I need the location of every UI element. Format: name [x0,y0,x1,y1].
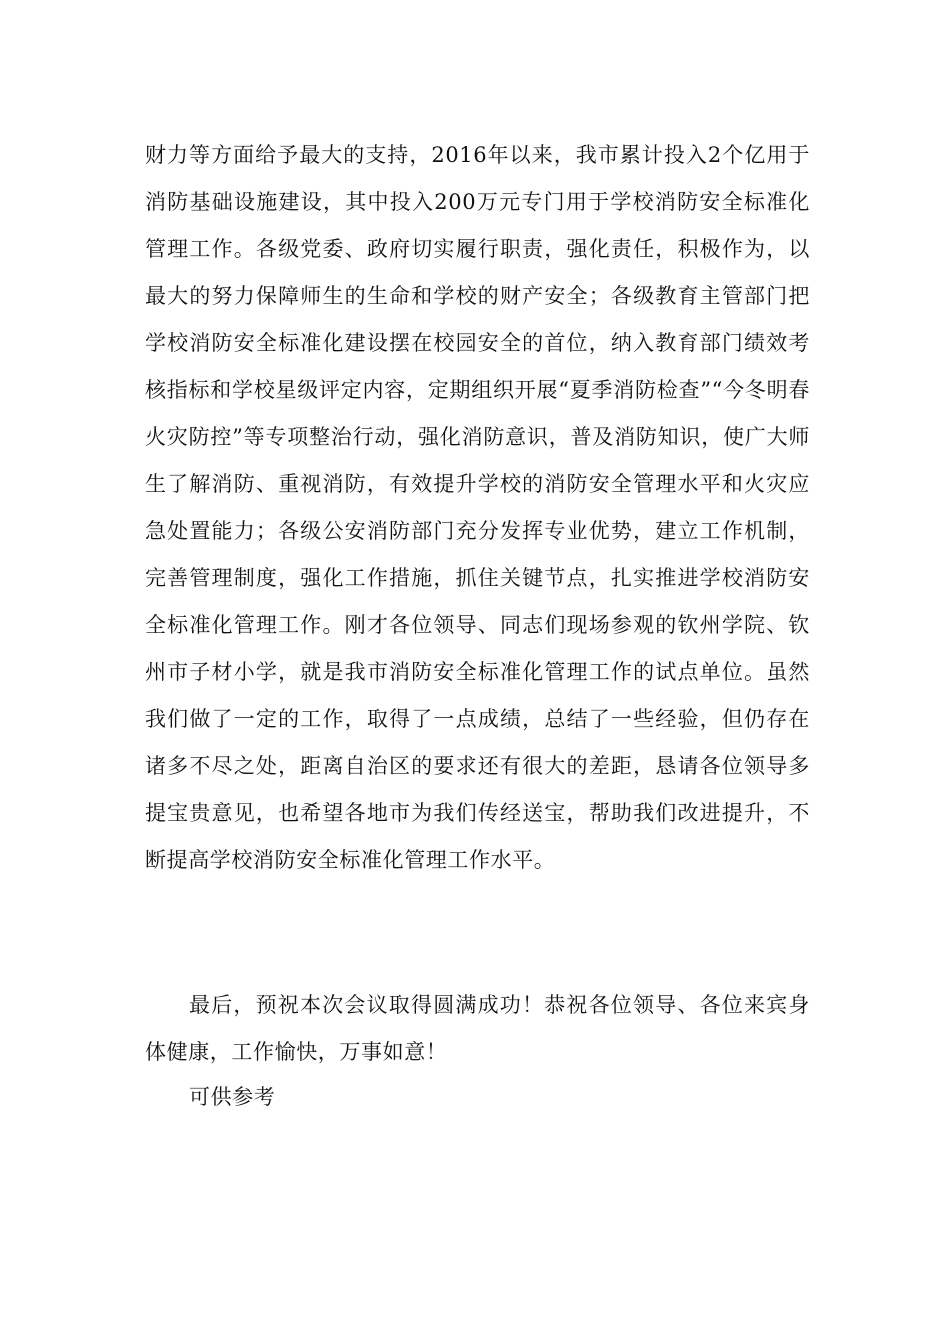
body-paragraph-1: 财力等方面给予最大的支持，2016年以来，我市累计投入2个亿用于消防基础设施建设，其中投入200万元专门用于学校消防安全标准化管理工作。各级党委、政府切实履行职责，强化责任，积极作为，以最大的努力保障师生的生命和学校的财产安全；各级教育主管部门把学校消防安全标准化建设摆在校园安全的首位，纳入教育部门绩效考核指标和学校星级评定内容，定期组织开展“夏季消防检查”“今冬明春火灾防控”等专项整治行动，强化消防意识，普及消防知识，使广大师生了解消防、重视消防，有效提升学校的消防安全管理水平和火灾应急处置能力；各级公安消防部门充分发挥专业优势，建立工作机制，完善管理制度，强化工作措施，抓住关键节点，扎实推进学校消防安全标准化管理工作。刚才各位领导、同志们现场参观的钦州学院、钦州市子材小学，就是我市消防安全标准化管理工作的试点单位。虽然我们做了一定的工作，取得了一点成绩，总结了一些经验，但仍存在诸多不尽之处，距离自治区的要求还有很大的差距，恳请各位领导多提宝贵意见，也希望各地市为我们传经送宝，帮助我们改进提升，不断提高学校消防安全标准化管理工作水平。 [145,143,810,872]
reference-note: 可供参考 [189,1085,276,1109]
closing-paragraph: 最后，预祝本次会议取得圆满成功！恭祝各位领导、各位来宾身体健康，工作愉快，万事如意！ [145,993,810,1064]
